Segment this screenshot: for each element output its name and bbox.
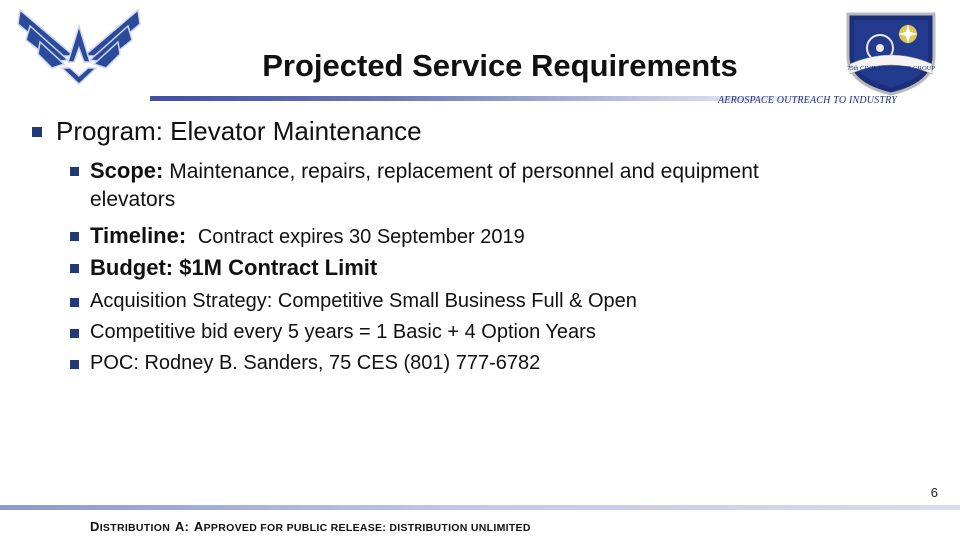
poc-text: POC: Rodney B. Sanders, 75 CES (801) 777-6782	[90, 352, 541, 374]
bullet-icon	[70, 360, 79, 369]
scope-text-line1: Maintenance, repairs, replacement of personnel and equipment	[169, 160, 759, 183]
emblem-text: 75th CIVIL ENGINEER GROUP	[846, 65, 936, 72]
footer-divider	[0, 505, 960, 510]
bullet-icon	[70, 298, 79, 307]
bullet-icon	[32, 127, 42, 137]
bullet-icon	[70, 329, 79, 338]
bullet-icon	[70, 167, 79, 176]
tagline: AEROSPACE OUTREACH TO INDUSTRY	[718, 95, 898, 106]
distribution-statement: DISTRIBUTION A: APPROVED FOR PUBLIC RELEASE: DISTRIBUTION UNLIMITED	[90, 519, 531, 534]
bullet-icon	[70, 264, 79, 273]
75th-civil-engineer-group-emblem-icon	[840, 4, 942, 96]
acquisition-text: Acquisition Strategy: Competitive Small Business Full & Open	[90, 290, 637, 312]
bullet-icon	[70, 232, 79, 241]
slide-title: Projected Service Requirements	[262, 48, 738, 83]
air-force-symbol-logo	[16, 4, 142, 90]
air-force-symbol-icon	[16, 4, 142, 90]
timeline-text: Contract expires 30 September 2019	[197, 226, 525, 248]
scope-text-line2: elevators	[90, 188, 176, 211]
engineer-group-emblem	[840, 4, 942, 96]
program-label: Program: Elevator Maintenance	[56, 116, 422, 146]
scope-label: Scope:	[90, 158, 164, 183]
page-number: 6	[930, 485, 938, 500]
timeline-label: Timeline:	[90, 223, 187, 248]
competitive-text: Competitive bid every 5 years = 1 Basic + 4 Option Years	[90, 321, 596, 343]
budget-text: Budget: $1M Contract Limit	[90, 255, 378, 280]
